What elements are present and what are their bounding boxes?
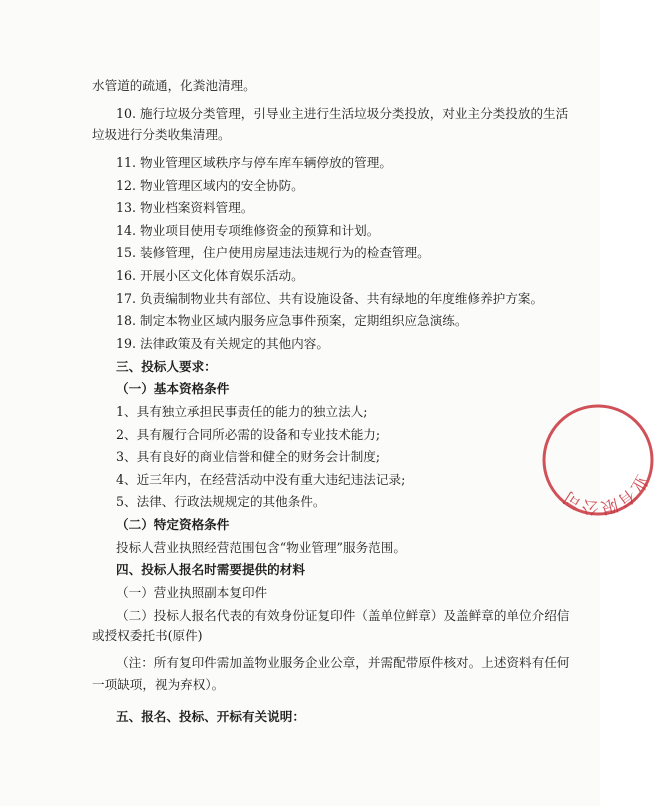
section-heading-4: 四、投标人报名时需要提供的材料 <box>116 562 305 577</box>
text-line-10: 17. 负责编制物业共有部位、共有设施设备、共有绿地的年度维修养护方案。 <box>116 291 544 306</box>
text-line-19: 5、法律、行政法规规定的其他条件。 <box>116 494 326 509</box>
seal-text: 业有限公司 <box>560 470 652 518</box>
subsection-heading-specific: （二）特定资格条件 <box>116 517 230 532</box>
text-line-1: 水管道的疏通，化粪池清理。 <box>92 78 256 93</box>
text-line-24: （二）投标人报名代表的有效身份证复印件（盖单位鲜章）及盖鲜章的单位介绍信 <box>116 608 570 623</box>
text-line-17: 3、具有良好的商业信誉和健全的财务会计制度; <box>116 449 381 464</box>
text-line-12: 19. 法律政策及有关规定的其他内容。 <box>116 336 329 351</box>
text-line-18: 4、近三年内，在经营活动中没有重大违纪违法记录; <box>116 472 406 487</box>
text-line-26: （注：所有复印件需加盖物业服务企业公章，并需配带原件核对。上述资料有任何 <box>116 655 570 670</box>
text-line-23: （一）营业执照副本复印件 <box>116 585 268 600</box>
company-seal-stamp <box>538 400 658 520</box>
text-line-15: 1、具有独立承担民事责任的能力的独立法人; <box>116 404 368 419</box>
text-line-5: 12. 物业管理区域内的安全协防。 <box>116 178 304 193</box>
text-line-2: 10. 施行垃圾分类管理，引导业主进行生活垃圾分类投放，对业主分类投放的生活 <box>116 106 569 121</box>
text-line-4: 11. 物业管理区域秩序与停车库车辆停放的管理。 <box>116 155 392 170</box>
section-heading-5: 五、报名、投标、开标有关说明： <box>116 709 305 724</box>
text-line-21: 投标人营业执照经营范围包含“物业管理”服务范围。 <box>116 540 406 555</box>
text-line-27: 一项缺项，视为弃权）。 <box>92 677 225 692</box>
text-line-8: 15. 装修管理，住户使用房屋违法违规行为的检查管理。 <box>116 245 430 260</box>
text-line-9: 16. 开展小区文化体育娱乐活动。 <box>116 268 304 283</box>
text-line-16: 2、具有履行合同所必需的设备和专业技术能力; <box>116 427 381 442</box>
text-line-11: 18. 制定本物业区域内服务应急事件预案，定期组织应急演练。 <box>116 313 468 328</box>
text-line-7: 14. 物业项目使用专项维修资金的预算和计划。 <box>116 223 380 238</box>
section-heading-3: 三、投标人要求： <box>116 359 217 374</box>
subsection-heading-basic: （一）基本资格条件 <box>116 381 230 396</box>
text-line-6: 13. 物业档案资料管理。 <box>116 200 254 215</box>
text-line-25: 或授权委托书(原件) <box>92 628 203 643</box>
text-line-3: 垃圾进行分类收集清理。 <box>92 127 231 142</box>
